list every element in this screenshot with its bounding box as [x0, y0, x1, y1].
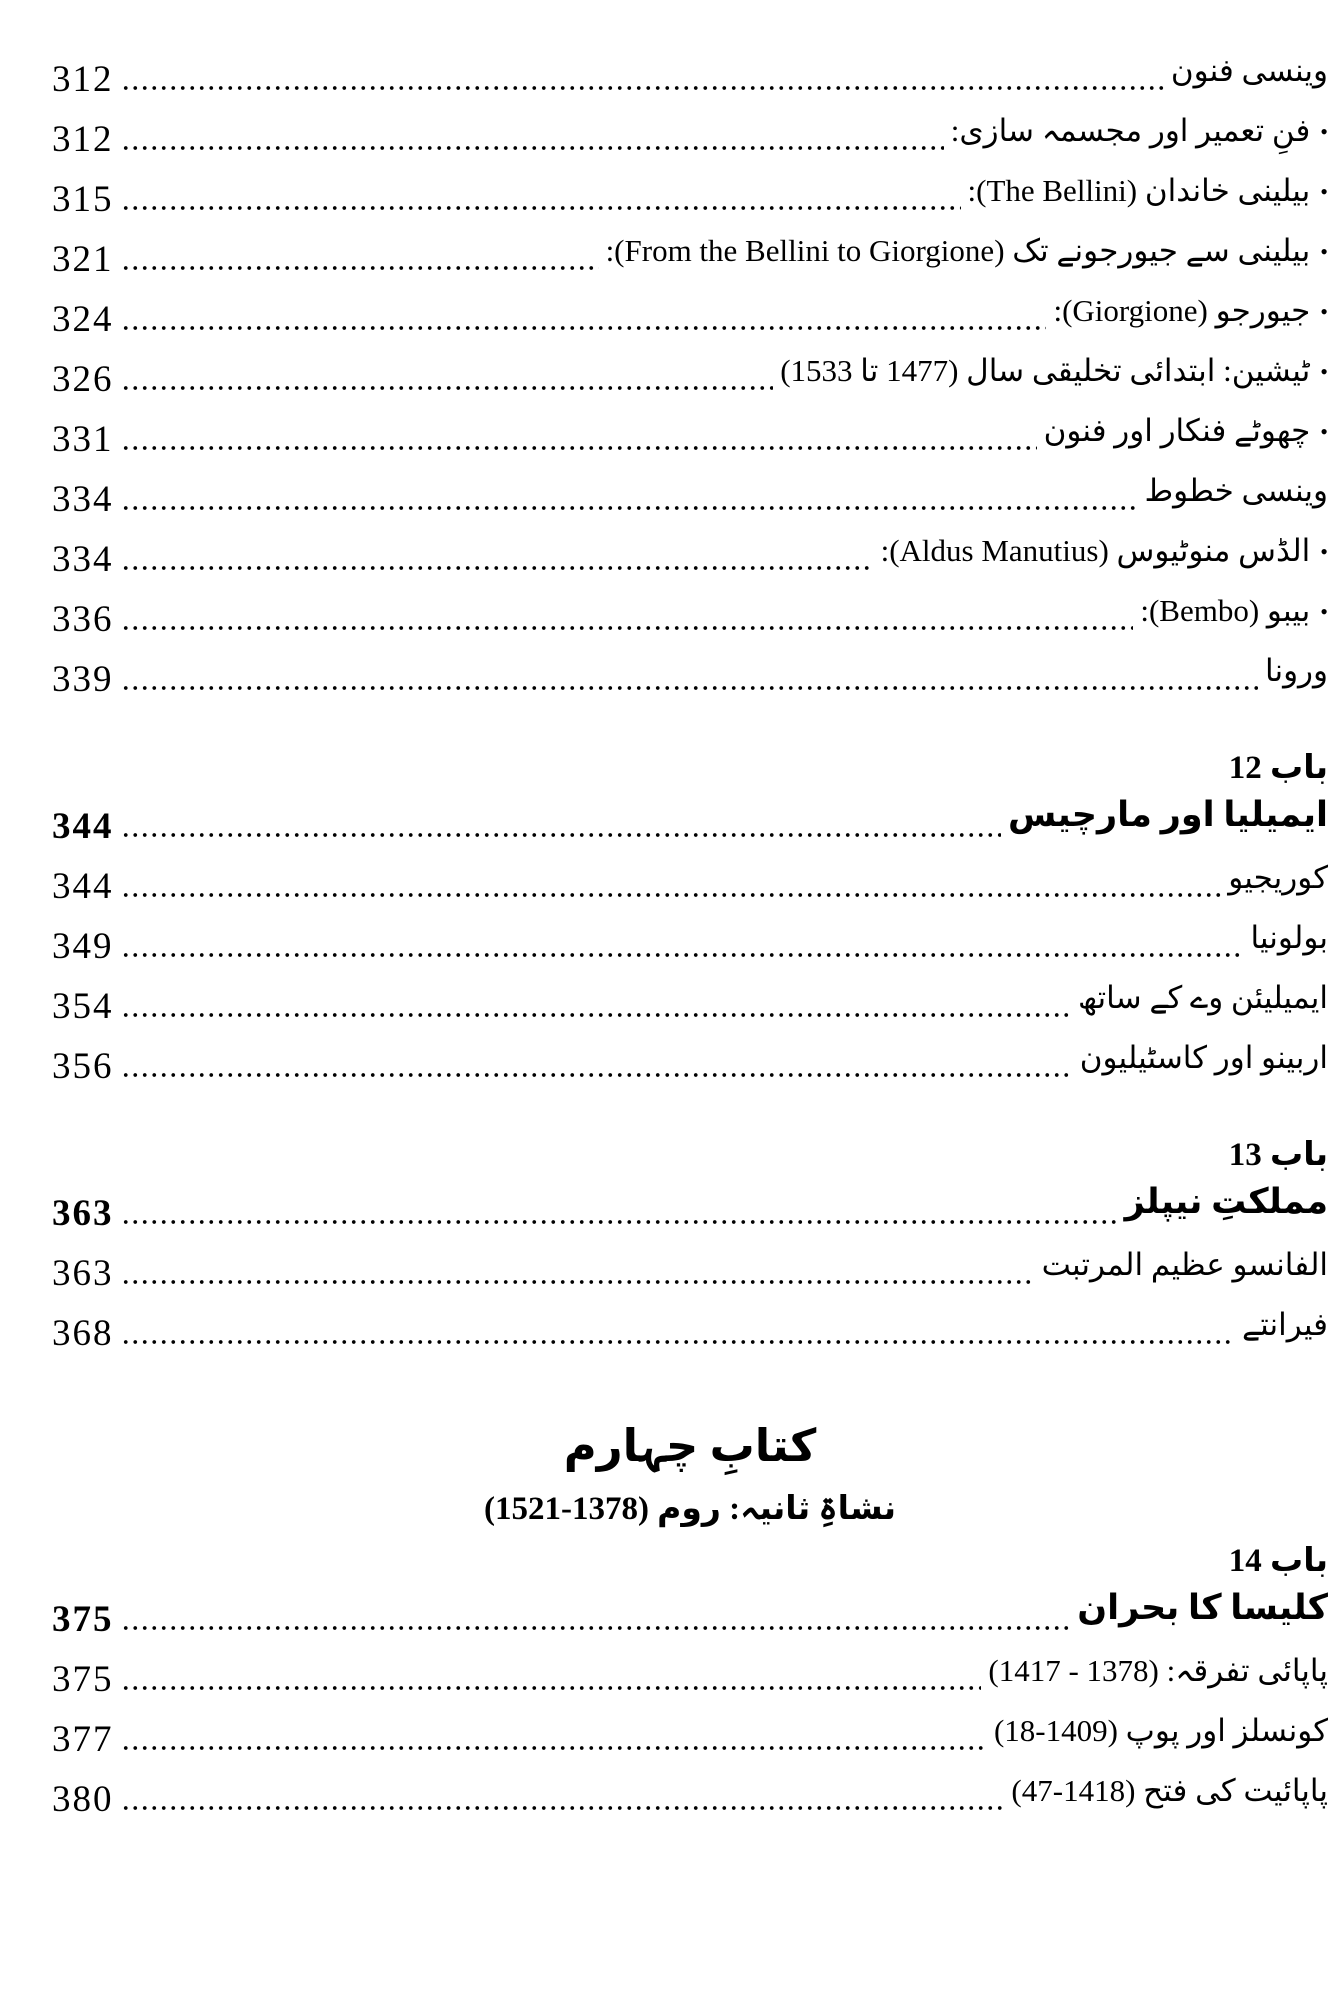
bullet-icon: • — [1320, 299, 1328, 324]
entry-page-number: 356 — [52, 1046, 114, 1087]
dot-leader — [121, 1279, 1035, 1285]
entry-page-number: 312 — [52, 119, 114, 160]
entry-title: چھوٹے فنکار اور فنون — [1043, 413, 1311, 448]
toc-entry-row — [52, 653, 1328, 701]
toc-entry-row — [52, 860, 1328, 908]
dot-leader — [121, 832, 1002, 838]
entry-title: ایمیلیا اور مارچیس — [1008, 795, 1328, 834]
dot-leader — [121, 565, 874, 571]
entry-title: مملکتِ نیپلز — [1124, 1182, 1328, 1221]
toc-entry-row — [52, 173, 1328, 221]
entry-page-number: 321 — [52, 239, 114, 280]
entry-page-number: 324 — [52, 299, 114, 340]
entry-page-number: 334 — [52, 539, 114, 580]
dot-leader — [121, 205, 961, 211]
entry-title: ٹیشین: ابتدائی تخلیقی سال (1477 تا 1533) — [780, 353, 1311, 388]
toc-entry-row — [52, 1307, 1328, 1355]
toc-entry-row — [52, 593, 1328, 641]
dot-leader — [121, 1685, 982, 1691]
dot-leader — [121, 145, 944, 151]
entry-title: پاپائی تفرقہ: (1378 - 1417) — [988, 1653, 1328, 1688]
toc-entry-row — [52, 920, 1328, 968]
entry-title: پاپائیت کی فتح (1418-47) — [1011, 1773, 1328, 1808]
entry-title: وینسی فنون — [1170, 53, 1328, 88]
entry-page-number: 354 — [52, 986, 114, 1027]
entry-page-number: 344 — [52, 806, 114, 847]
dot-leader — [121, 952, 1244, 958]
entry-title: فنِ تعمیر اور مجسمہ سازی: — [950, 113, 1311, 148]
entry-title: کلیسا کا بحران — [1077, 1588, 1328, 1627]
chapter-heading-label: باب 14 — [1228, 1543, 1328, 1579]
toc-entry-row — [52, 293, 1328, 341]
toc-entry-row — [52, 1773, 1328, 1821]
entry-page-number: 331 — [52, 419, 114, 460]
entry-page-number: 363 — [52, 1193, 114, 1234]
dot-leader — [121, 445, 1037, 451]
toc-entry-row — [52, 1588, 1328, 1641]
entry-page-number: 336 — [52, 599, 114, 640]
bullet-icon: • — [1320, 539, 1328, 564]
entry-title: بیبو (Bembo): — [1140, 593, 1311, 628]
chapter-heading-label: باب 12 — [1228, 750, 1328, 786]
dot-leader — [121, 1805, 1005, 1811]
entry-title: ایمیلیئن وے کے ساتھ — [1077, 980, 1328, 1015]
bullet-icon: • — [1320, 179, 1328, 204]
entry-page-number: 349 — [52, 926, 114, 967]
entry-title: بولونیا — [1250, 920, 1328, 955]
dot-leader — [121, 685, 1259, 691]
dot-leader — [121, 1072, 1073, 1078]
entry-title: بیلینی خاندان (The Bellini): — [967, 173, 1311, 208]
table-of-contents — [52, 53, 1328, 1821]
entry-page-number: 339 — [52, 659, 114, 700]
dot-leader — [121, 85, 1164, 91]
toc-entry-row — [52, 113, 1328, 161]
entry-page-number: 334 — [52, 479, 114, 520]
entry-page-number: 380 — [52, 1779, 114, 1820]
book-part-title-block — [52, 1419, 1328, 1528]
entry-page-number: 368 — [52, 1313, 114, 1354]
book-part-title: کتابِ چہارم — [563, 1421, 817, 1471]
toc-entry-row — [52, 1247, 1328, 1295]
dot-leader — [121, 892, 1222, 898]
entry-page-number: 326 — [52, 359, 114, 400]
toc-entry-row — [52, 533, 1328, 581]
dot-leader — [121, 1012, 1071, 1018]
chapter-heading-label: باب 13 — [1228, 1137, 1328, 1173]
toc-entry-row — [52, 1653, 1328, 1701]
chapter-heading — [52, 1134, 1328, 1174]
entry-title: الڈس منوٹیوس (Aldus Manutius): — [880, 533, 1311, 568]
entry-page-number: 363 — [52, 1253, 114, 1294]
entry-page-number: 377 — [52, 1719, 114, 1760]
toc-entry-row — [52, 795, 1328, 848]
dot-leader — [121, 1745, 987, 1751]
toc-entry-row — [52, 413, 1328, 461]
toc-entry-row — [52, 233, 1328, 281]
bullet-icon: • — [1320, 119, 1328, 144]
entry-title: ورونا — [1265, 653, 1328, 688]
bullet-icon: • — [1320, 419, 1328, 444]
entry-page-number: 312 — [52, 59, 114, 100]
entry-title: کوریجیو — [1228, 860, 1328, 895]
chapter-heading — [52, 1540, 1328, 1580]
entry-page-number: 375 — [52, 1599, 114, 1640]
entry-title: الفانسو عظیم المرتبت — [1041, 1247, 1328, 1282]
toc-entry-row — [52, 1040, 1328, 1088]
chapter-heading — [52, 747, 1328, 787]
dot-leader — [121, 1339, 1235, 1345]
dot-leader — [121, 325, 1047, 331]
dot-leader — [121, 625, 1134, 631]
entry-page-number: 344 — [52, 866, 114, 907]
dot-leader — [121, 265, 599, 271]
entry-title: فیرانتے — [1241, 1307, 1328, 1342]
toc-entry-row — [52, 1182, 1328, 1235]
entry-title: اربینو اور کاسٹیلیون — [1079, 1040, 1328, 1075]
entry-title: جیورجو (Giorgione): — [1053, 293, 1311, 328]
entry-title: کونسلز اور پوپ (1409-18) — [993, 1713, 1328, 1748]
bullet-icon: • — [1320, 599, 1328, 624]
entry-page-number: 315 — [52, 179, 114, 220]
toc-entry-row — [52, 1713, 1328, 1761]
bullet-icon: • — [1320, 359, 1328, 384]
entry-title: وینسی خطوط — [1144, 473, 1328, 508]
dot-leader — [121, 1219, 1118, 1225]
dot-leader — [121, 385, 774, 391]
entry-page-number: 375 — [52, 1659, 114, 1700]
entry-title: بیلینی سے جیورجونے تک (From the Bellini to Giorgione): — [605, 233, 1311, 268]
bullet-icon: • — [1320, 239, 1328, 264]
book-part-subtitle: نشاۃِ ثانیہ: روم (1378-1521) — [483, 1491, 897, 1527]
dot-leader — [121, 1625, 1071, 1631]
toc-entry-row — [52, 980, 1328, 1028]
dot-leader — [121, 505, 1138, 511]
toc-entry-row — [52, 473, 1328, 521]
toc-entry-row — [52, 53, 1328, 101]
toc-entry-row — [52, 353, 1328, 401]
